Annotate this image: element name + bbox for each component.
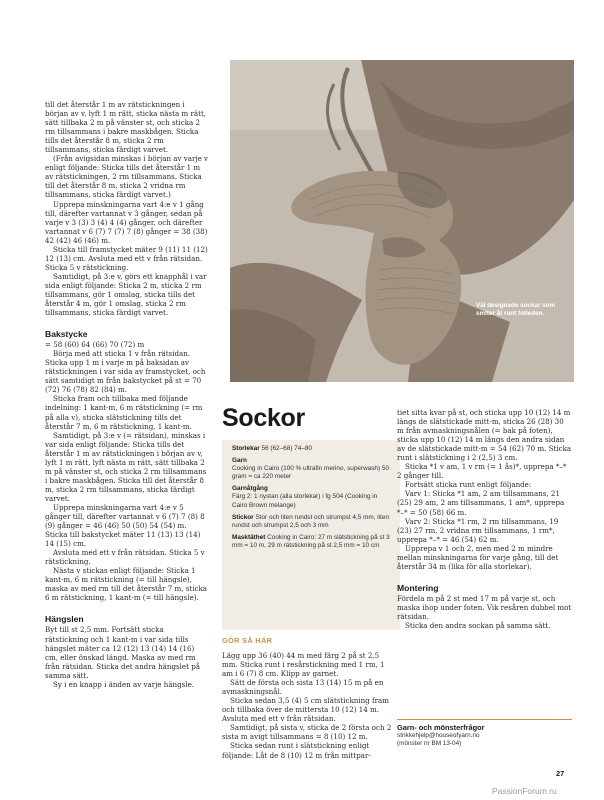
knitted-socks-photo [230,60,574,382]
paragraph: Sticka till framstycket mäter 9 (11) 11 (12) 12 (13) cm. Avsluta med ett v från rätsidan. Sticka 5 v rätstickning. [45,244,208,272]
info-entry [232,485,392,509]
instructions-heading: GÖR SÅ HÄR [222,636,273,645]
questions-heading: Garn- och mönsterfrågor [397,723,485,732]
paragraph: tiet sitta kvar på st, och sticka upp 10 (12) 14 m längs de slätstickade mitt-m, sticka 26 (28) 30 m från avmaskningsnålen (= bak på foten), sticka upp 10 (12) 14 m längs den andra sidan av de slätstickade mitt-m = 54 (62) 70 m. Sticka runt i slätstickning i 2 (2,5) 3 cm. [397,408,572,463]
info-label: Storlekar [232,445,260,452]
subheading: Bakstycke [45,329,88,340]
paragraph: (Från avigsidan minskas i början av varje v enligt följande: Sticka tills det återstår 1 m av rätstickningen, 2 rm tillsammans. Sticka till det återstår 8 m, sticka 2 vridna rm tillsammans, sticka färdigt varvet.) [45,154,209,200]
paragraph: Nästa v stickas enligt följande: Sticka 1 kant-m, 6 m rätstickning (= till hängsle), maska av med rm till det återstår 7 m, sticka 6 m rätstickning, 1 kant-m (= till hängsle). [45,566,208,603]
text-column-middle [222,651,394,760]
paragraph: Samtidigt, på 3:e v (= rätsidan), minskas i var sida enligt följande: Sticka tills det återstår 1 m av rätstickningen i början av v, lyft 1 m rätt, lyft nästa m rätt, sätt tillbaka 2 m på vänster st, och sticka 2 rm tillsammans i bakre maskbågen. Sticka till det återstår 8 m, sticka 2 rm tillsammans, sticka färdigt varvet. [45,430,207,503]
info-label: Masktäthet [232,533,266,541]
paragraph: Varv 2: Sticka *1 rm, 2 rm tillsammans, 19 (23) 27 rm, 2 vridna rm tillsammans, 1 rm*, upprepa *–* = 46 (54) 62 m. [397,516,559,544]
info-value: Cooking in Cairo (100 % ultrafin merino, superwash) 50 gram = ca 220 meter [232,465,390,481]
info-value: Cooking in Cairo: 27 m slätstickning på st 3 mm = 10 m, 29 m rätstickning på st 2,5 mm = 10 cm [232,533,390,549]
spacer [397,571,572,579]
info-value: Stor och liten rundst och strumpst 4,5 mm, liten rundst och strumpst 2,5 och 3 mm [232,513,389,529]
paragraph: Sticka *1 v am, 1 v rm (= 1 ås)*, upprepa *–* 2 gånger till. [397,462,567,481]
info-label: Garn [232,457,247,465]
paragraph: Lägg upp 36 (40) 44 m med färg 2 på st 2,5 mm. Sticka runt i resårstickning med 1 rm, 1 am i 6 (7) 8 cm. Klipp av garnet. [222,651,385,679]
watermark: PassionForum.ru [492,786,557,796]
paragraph: Upprepa v 1 och 2, men med 2 m mindre mellan minskningarna för varje gång, till det återstår 34 m (lika för alla storlekar). [397,543,559,571]
pattern-info-list [232,445,392,554]
info-label: Stickor [232,513,254,521]
info-label: Garnåtgång [232,485,268,493]
paragraph: till det återstår 1 m av rätstickningen i början av v, lyft 1 m rätt, sticka nästa m rätt, sätt tillbaka 2 m på vänster st, och sticka 2 rm tillsammans i bakre maskbågen. Sticka tills det återstår 8 m, sticka 2 rm tillsammans, sticka färdigt varvet. [45,100,207,155]
paragraph: Samtidigt, på 3:e v, görs ett knapphål i var sida enligt följande: Sticka 2 m, sticka 2 rm tillsammans, gör 1 omslag, sticka tills det återstår 4 m, gör 1 omslag, sticka 2 rm tillsammans, sticka färdigt varvet. [45,271,207,318]
paragraph: Upprepa minskningarna vart 4:e v 1 gång till, därefter vartannat v 3 gånger, sedan på varje v 3 (3) 3 (4) 4 (4) gånger, och därefter vartannat v 6 (7) 7 (7) 7 (8) gånger = 38 (38) 42 (42) 46 (46) m. [45,199,208,245]
info-entry [232,514,392,530]
info-entry [232,445,392,453]
product-photo [230,60,574,382]
section-title: Sockor [222,404,305,432]
text-column-left [45,100,209,689]
info-value: 56 (62–68) 74–80 [259,445,312,452]
paragraph: = 58 (60) 64 (66) 70 (72) m [45,340,145,350]
paragraph: Byt till st 2,5 mm. Fortsätt sticka rätstickning och 1 kant-m i var sida tills hängslet mäter ca 12 (12) 13 (14) 14 (16) cm, eller önskad längd. Maska av med rm från rätsidan. Sticka det andra hängslet på samma sätt. [45,625,200,680]
spacer [45,317,209,325]
paragraph: Sy i en knapp i änden av varje hängsle. [53,679,195,689]
spacer [45,602,209,610]
paragraph: Varv 1: Sticka *1 am, 2 am tillsammans, 21 (25) 29 am, 2 am tillsammans, 1 am*, upprepa *–* = 50 (58) 66 m. [397,489,565,517]
paragraph: Sticka sedan 3,5 (4) 5 cm slätstickning fram och tillbaka över de mittersta 10 (12) 14 m. Avsluta med ett v från rätsidan. [222,696,389,724]
paragraph: Upprepa minskningarna vart 4:e v 5 gånger till, därefter vartannat v 6 (7) 7 (8) 8 (9) gånger = 46 (46) 50 (50) 54 (54) m. Sticka till bakstycket mäter 11 (13) 13 (14) 14 (15) cm. [45,502,205,549]
paragraph: Börja med att sticka 1 v från rätsidan. Sticka upp 1 m i varje m på baksidan av rätstickningen i var sida av framstycket, och sätt samtidigt m från bakstycket på st = 70 (72) 76 (78) 82 (84) m. [45,349,206,395]
paragraph: Sticka den andra sockan på samma sätt. [405,620,551,630]
paragraph: Sticka fram och tillbaka med följande indelning: 1 kant-m, 6 m rätstickning (= rm på alla v), sticka slätstickning tills det återstår 7 m, 6 m rätstickning, 1 kant-m. [45,394,203,431]
paragraph: Fördela m på 2 st med 17 m på varje st, och maska ihop under foten. Vik resåren dubbel mot rätsidan. [397,593,572,621]
paragraph: Sätt de första och sista 13 (14) 15 m på en avmaskningsnål. [222,678,384,697]
paragraph: Samtidigt, på sista v, sticka de 2 första och 2 sista m avigt tillsammans = 8 (10) 12 m. [222,723,392,742]
photo-caption: Väl designade sockar som smiter åt runt fotleden. [476,302,556,317]
subheading: Montering [397,582,439,593]
pattern-number: (mönster nr BM 13-04) [397,740,462,748]
paragraph: Fortsätt sticka runt enligt följande: [405,480,532,490]
text-column-right [397,408,572,630]
info-value: Färg 2: 1 nystan (alla storlekar) i fg 504 (Cooking in Cairo Brown melange) [232,493,378,509]
page-number: 27 [556,769,565,778]
divider [397,719,572,720]
paragraph: Sticka sedan runt i slätstickning enligt följande: Låt de 8 (10) 12 m från mittpar- [222,741,371,760]
paragraph: Avsluta med ett v från rätsidan. Sticka 5 v rätstickning. [45,548,205,567]
subheading: Hängslen [45,614,84,625]
questions-box [397,719,572,748]
info-entry [232,457,392,481]
contact-email[interactable]: strikkehjelp@houseofyarn.no [397,732,480,739]
info-entry [232,534,392,550]
